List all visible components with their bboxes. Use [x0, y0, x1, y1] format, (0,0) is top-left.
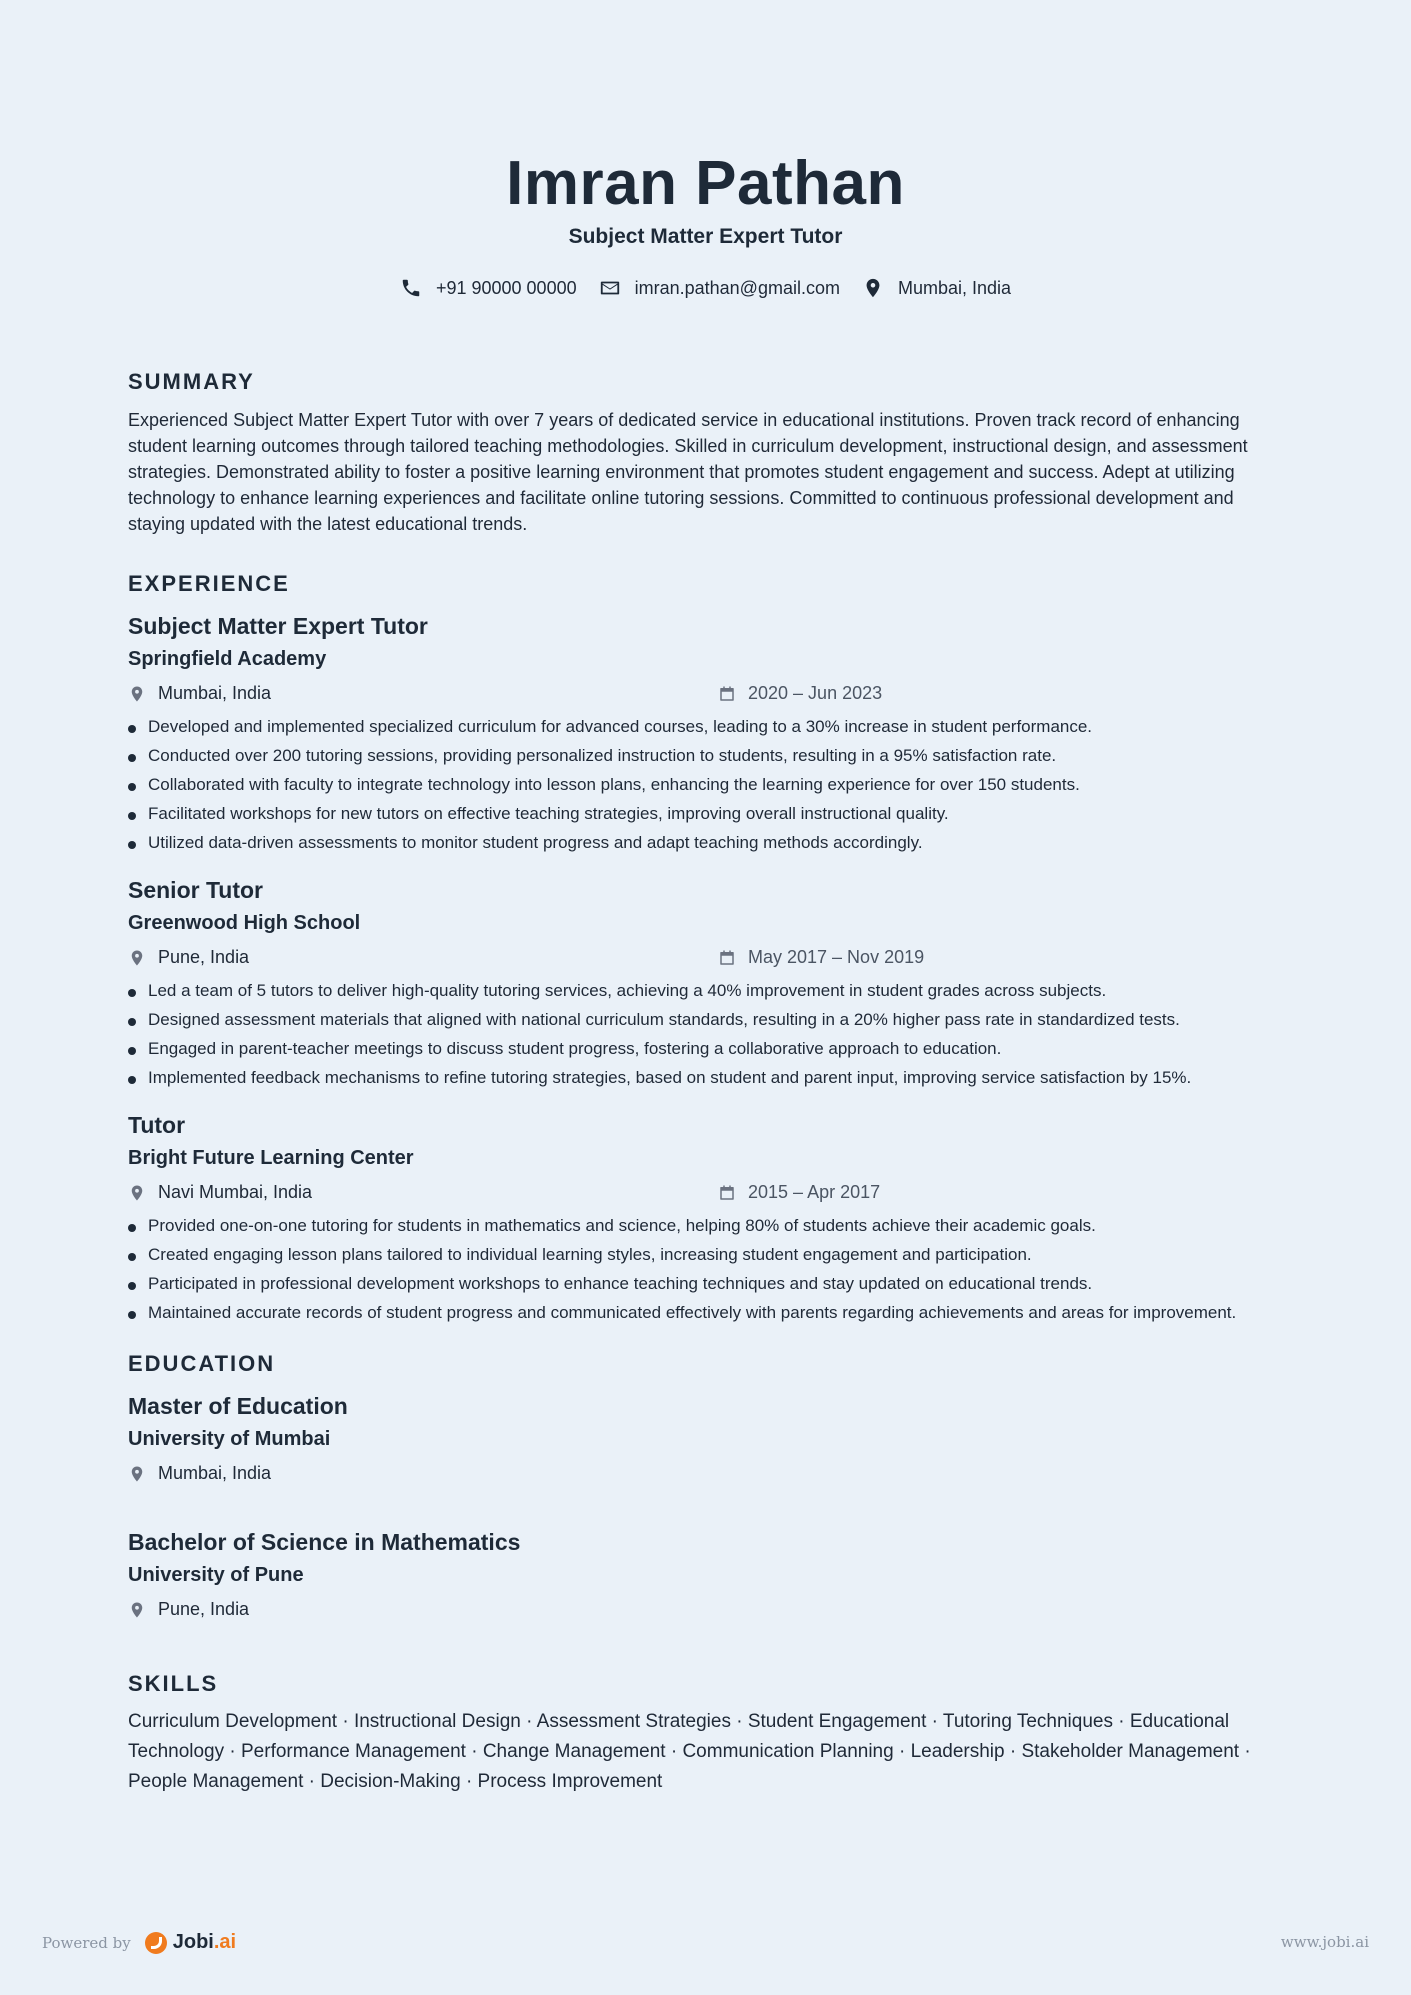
bullet-item: Led a team of 5 tutors to deliver high-quality tutoring services, achieving a 40% improvement in student grades across subjects.: [128, 979, 1283, 1003]
map-pin-icon: [128, 1184, 146, 1202]
job-location-text: Pune, India: [158, 947, 250, 968]
mail-icon: [599, 277, 621, 299]
powered-by[interactable]: [42, 1931, 236, 1954]
map-pin-icon: [862, 277, 884, 299]
bullet-item: Maintained accurate records of student progress and communicated effectively with parents regarding achievements and areas for improvement.: [128, 1301, 1283, 1325]
contact-email[interactable]: [599, 277, 840, 299]
resume-header: [128, 0, 1283, 299]
calendar-icon: [718, 1184, 736, 1202]
bullet-item: Created engaging lesson plans tailored to individual learning styles, increasing student engagement and participation.: [128, 1243, 1283, 1267]
phone-text: +91 90000 00000: [435, 277, 577, 298]
bullet-item: Conducted over 200 tutoring sessions, providing personalized instruction to students, resulting in a 95% satisfaction rate.: [128, 744, 1283, 768]
education-meta: [128, 1599, 1283, 1623]
bullet-item: Facilitated workshops for new tutors on effective teaching strategies, improving overall instructional quality.: [128, 802, 1283, 826]
job-entry: [128, 877, 1283, 1090]
job-title: Subject Matter Expert Tutor: [128, 613, 428, 640]
job-dates: [718, 947, 924, 968]
summary-text: Experienced Subject Matter Expert Tutor with over 7 years of dedicated service in educational institutions. Proven track record of enhancing student learning outcomes through tailored teaching methodologies. Skilled in curriculum development, instructional design, and assessment strategies. Demonstrated ability to foster a positive learning environment that promotes student engagement and success. Adept at utilizing technology to enhance learning experiences and facilitate online tutoring sessions. Committed to continuous professional development and staying updated with the latest educational trends.: [128, 410, 1248, 535]
section-heading: EXPERIENCE: [128, 571, 290, 597]
degree-title: Bachelor of Science in Mathematics: [128, 1529, 521, 1556]
job-dates-text: 2015 – Apr 2017: [748, 1182, 881, 1203]
bullet-item: Engaged in parent-teacher meetings to discuss student progress, fostering a collaborative approach to education.: [128, 1037, 1283, 1061]
candidate-title: Subject Matter Expert Tutor: [568, 225, 843, 249]
candidate-name: Imran Pathan: [506, 149, 905, 218]
bullet-item: Implemented feedback mechanisms to refine tutoring strategies, based on student and parent input, improving service satisfaction by 15%.: [128, 1066, 1283, 1090]
job-dates-text: May 2017 – Nov 2019: [748, 947, 925, 968]
jobi-logo-icon: [145, 1932, 167, 1954]
section-heading: SUMMARY: [128, 369, 255, 395]
job-company: Bright Future Learning Center: [128, 1147, 414, 1170]
job-location-text: Navi Mumbai, India: [158, 1182, 313, 1203]
job-dates: [718, 1182, 880, 1203]
map-pin-icon: [128, 685, 146, 703]
section-heading: SKILLS: [128, 1671, 219, 1697]
job-location: [128, 1182, 312, 1203]
job-bullets: [128, 1214, 1283, 1325]
email-text: imran.pathan@gmail.com: [634, 277, 840, 298]
job-location-text: Mumbai, India: [158, 683, 272, 704]
map-pin-icon: [128, 1601, 146, 1619]
phone-icon: [400, 277, 422, 299]
bullet-item: Collaborated with faculty to integrate technology into lesson plans, enhancing the learning experience for over 150 students.: [128, 773, 1283, 797]
jobi-logo: [145, 1931, 236, 1954]
education-location-text: Mumbai, India: [158, 1463, 272, 1484]
job-bullets: [128, 715, 1283, 855]
section-heading: EDUCATION: [128, 1351, 276, 1377]
job-bullets: [128, 979, 1283, 1090]
school-name: University of Pune: [128, 1564, 304, 1587]
job-meta: [128, 683, 1283, 707]
contact-row: [128, 277, 1283, 299]
powered-by-text: Powered by: [42, 1933, 131, 1952]
education-meta: [128, 1463, 1283, 1487]
bullet-item: Participated in professional development workshops to enhance teaching techniques and stay updated on educational trends.: [128, 1272, 1283, 1296]
job-company: Springfield Academy: [128, 648, 327, 671]
map-pin-icon: [128, 949, 146, 967]
job-dates: [718, 683, 882, 704]
bullet-item: Utilized data-driven assessments to monitor student progress and adapt teaching methods accordingly.: [128, 831, 1283, 855]
bullet-item: Developed and implemented specialized curriculum for advanced courses, leading to a 30% increase in student performance.: [128, 715, 1283, 739]
location-text: Mumbai, India: [897, 277, 1012, 298]
skills-text: Curriculum Development · Instructional Design · Assessment Strategies · Student Engagement · Tutoring Techniques · Educational Technology · Performance Management · Change Management · Communication Planning · Leadership · Stakeholder Management · People Management · Decision-Making · Process Improvement: [128, 1711, 1251, 1793]
education-entry: [128, 1529, 1283, 1623]
job-dates-text: 2020 – Jun 2023: [748, 683, 883, 704]
experience-section: [128, 571, 1283, 1325]
education-location-text: Pune, India: [158, 1599, 250, 1620]
job-meta: [128, 947, 1283, 971]
job-entry: [128, 1112, 1283, 1325]
job-meta: [128, 1182, 1283, 1206]
contact-location: [862, 277, 1011, 299]
school-name: University of Mumbai: [128, 1428, 331, 1451]
calendar-icon: [718, 949, 736, 967]
job-company: Greenwood High School: [128, 912, 361, 935]
brand-suffix: .ai: [213, 1931, 237, 1953]
job-title: Senior Tutor: [128, 877, 264, 904]
bullet-item: Designed assessment materials that aligned with national curriculum standards, resulting in a 20% higher pass rate in standardized tests.: [128, 1008, 1283, 1032]
education-entry: [128, 1393, 1283, 1487]
map-pin-icon: [128, 1465, 146, 1483]
site-link[interactable]: www.jobi.ai: [1280, 1933, 1369, 1951]
summary-section: [128, 369, 1283, 537]
education-location: [128, 1463, 271, 1484]
degree-title: Master of Education: [128, 1393, 348, 1420]
resume-page: [128, 0, 1283, 1797]
bullet-item: Provided one-on-one tutoring for students in mathematics and science, helping 80% of students achieve their academic goals.: [128, 1214, 1283, 1238]
job-location: [128, 947, 249, 968]
calendar-icon: [718, 685, 736, 703]
footer: [0, 1928, 1411, 1958]
education-location: [128, 1599, 249, 1620]
job-entry: [128, 613, 1283, 855]
job-title: Tutor: [128, 1112, 186, 1139]
brand-main: Jobi: [172, 1931, 214, 1953]
education-section: [128, 1351, 1283, 1623]
contact-phone[interactable]: [400, 277, 577, 299]
job-location: [128, 683, 271, 704]
skills-section: [128, 1671, 1283, 1797]
